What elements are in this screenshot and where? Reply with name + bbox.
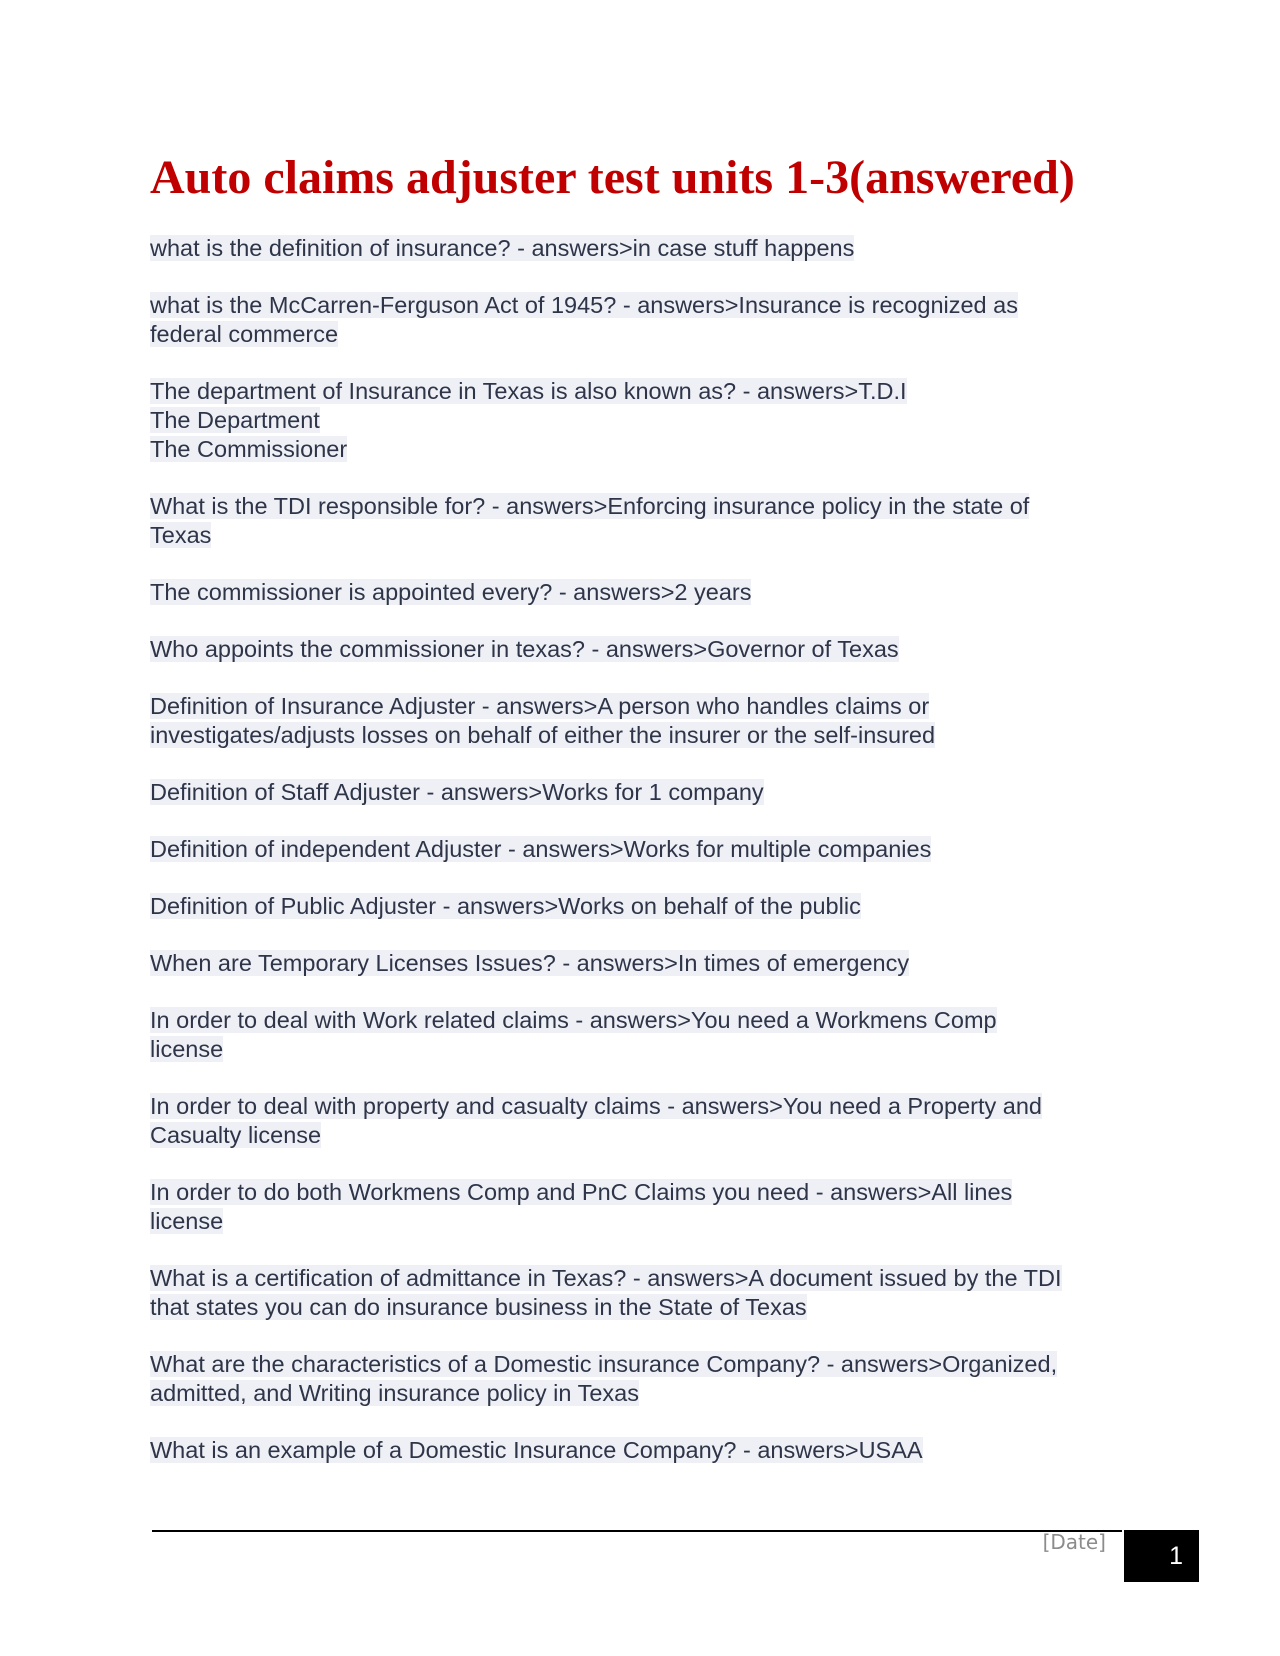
footer-date: [Date] xyxy=(1042,1530,1106,1554)
qa-item xyxy=(150,692,1140,750)
qa-line: What is an example of a Domestic Insurance Company? - answers>USAA xyxy=(150,1437,923,1463)
qa-item xyxy=(150,635,1140,664)
qa-item xyxy=(150,1006,1140,1064)
qa-item xyxy=(150,1092,1140,1150)
qa-line: The Commissioner xyxy=(150,436,348,462)
qa-item xyxy=(150,492,1140,550)
qa-line: Who appoints the commissioner in texas? - answers>Governor of Texas xyxy=(150,636,899,662)
qa-item xyxy=(150,377,1140,464)
qa-line: Definition of independent Adjuster - answers>Works for multiple companies xyxy=(150,836,932,862)
qa-line: Definition of Staff Adjuster - answers>Works for 1 company xyxy=(150,779,764,805)
page-number: 1 xyxy=(1124,1530,1199,1582)
qa-line: Definition of Insurance Adjuster - answers>A person who handles claims or xyxy=(150,693,930,719)
qa-line: what is the definition of insurance? - answers>in case stuff happens xyxy=(150,235,855,261)
qa-line: admitted, and Writing insurance policy in Texas xyxy=(150,1380,639,1406)
qa-item xyxy=(150,578,1140,607)
qa-line: license xyxy=(150,1036,224,1062)
qa-line: Casualty license xyxy=(150,1122,322,1148)
qa-line: What are the characteristics of a Domestic insurance Company? - answers>Organized, xyxy=(150,1351,1058,1377)
qa-line: Definition of Public Adjuster - answers>Works on behalf of the public xyxy=(150,893,861,919)
qa-line: license xyxy=(150,1208,224,1234)
qa-list xyxy=(150,234,1140,1493)
qa-item xyxy=(150,291,1140,349)
qa-item xyxy=(150,835,1140,864)
qa-line: what is the McCarren-Ferguson Act of 1945? - answers>Insurance is recognized as xyxy=(150,292,1018,318)
document-title: Auto claims adjuster test units 1-3(answered) xyxy=(150,151,1075,204)
qa-item xyxy=(150,1264,1140,1322)
qa-item xyxy=(150,234,1140,263)
qa-line: Texas xyxy=(150,522,212,548)
qa-line: The Department xyxy=(150,407,320,433)
qa-item xyxy=(150,1350,1140,1408)
qa-line: In order to deal with property and casualty claims - answers>You need a Property and xyxy=(150,1093,1042,1119)
qa-line: that states you can do insurance business in the State of Texas xyxy=(150,1294,807,1320)
qa-line: The commissioner is appointed every? - answers>2 years xyxy=(150,579,752,605)
qa-line: What is a certification of admittance in Texas? - answers>A document issued by the TDI xyxy=(150,1265,1062,1291)
qa-line: The department of Insurance in Texas is also known as? - answers>T.D.I xyxy=(150,378,907,404)
qa-line: investigates/adjusts losses on behalf of either the insurer or the self-insured xyxy=(150,722,936,748)
qa-line: federal commerce xyxy=(150,321,339,347)
footer-rule xyxy=(152,1530,1122,1532)
qa-line: When are Temporary Licenses Issues? - answers>In times of emergency xyxy=(150,950,910,976)
qa-item xyxy=(150,1436,1140,1465)
qa-item xyxy=(150,892,1140,921)
qa-item xyxy=(150,949,1140,978)
qa-item xyxy=(150,778,1140,807)
qa-line: In order to deal with Work related claims - answers>You need a Workmens Comp xyxy=(150,1007,997,1033)
qa-line: In order to do both Workmens Comp and PnC Claims you need - answers>All lines xyxy=(150,1179,1013,1205)
qa-item xyxy=(150,1178,1140,1236)
qa-line: What is the TDI responsible for? - answers>Enforcing insurance policy in the state of xyxy=(150,493,1030,519)
